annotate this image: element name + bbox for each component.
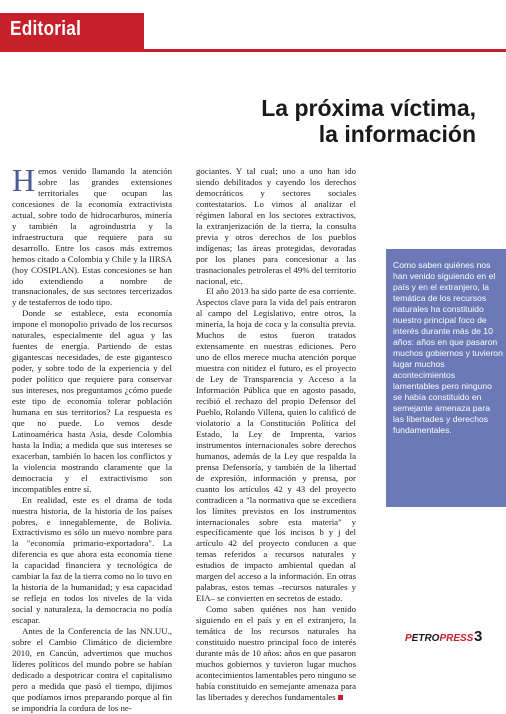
drop-cap: H	[12, 162, 36, 198]
section-banner	[0, 13, 144, 49]
paragraph: gociantes. Y tal cual; uno a uno han ido siendo debilitados y cayendo los derechos democráticos y sectores sociales contestatarios. Lo vimos al analizar el régimen laboral en los sectores extractivos, la extranjerización de la tierra, la consulta previa y otros derechos de los pueblos indígenas; las áreas protegidas, devoradas por los planes para concesionar a las trasnacionales petroleras el 49% del territorio nacional, etc.	[196, 166, 356, 286]
paragraph: Antes de la Conferencia de las NN.UU., sobre el Cambio Climático de diciembre 2010, en Cancún, advertimos que muchos líderes políticos del mundo pobre se habían dedicado a despotricar contra el capitalismo pero a medida que pasó el tiempo, dijimos que podíamos irnos preparando porque al fin se impondría la cordura de los ne-	[12, 626, 172, 713]
paragraph: En realidad, este es el drama de toda nuestra historia, de la historia de los países pobres, e innegablemente, de Bolivia. Extractivismo es sólo un nuevo nombre para la "economía primario-exportadora". La diferencia es que ahora esta economía tiene la capacidad financiera y tecnológica de cambiar la faz de la tierra como no lo tuvo en la historia de la humanidad; y esa capacidad se refleja en todos los niveles de la vida social y naturaleza, la democracia no podía escapar.	[12, 494, 172, 626]
petropress-logo: PETROPRESS	[405, 633, 474, 644]
article-title	[261, 95, 476, 147]
text-column-1	[12, 162, 172, 714]
text-column-2	[196, 166, 356, 703]
section-rule	[0, 49, 506, 52]
pull-quote-text: Como saben quiénes nos han venido siguiendo en el país y en el extranjero, la temática de los recursos naturales ha constituido nuestro principal foco de interés durante más de 10 años: años en que pasaron muchos gobiernos y tuvieron lugar muchos acontecimientos lamentables pero ninguno se había constituido en semejante amenaza para las libertades y derechos fundamentales.	[393, 260, 503, 435]
section-label: Editorial	[10, 18, 82, 40]
paragraph: El año 2013 ha sido parte de esa corriente. Aspectos clave para la vida del país entraron al campo del Legislativo, entre otros, la minería, la hoja de coca y la consulta previa. Muchos de estos fueron tratados extensamente en nuestras ediciones. Pero uno de ellos merece mucha atención porque muestra con nitidez el futuro, es el proyecto de Ley de Transparencia y Acceso a la Información Pública que en agosto pasado, recibió el rechazo del propio Defensor del Pueblo, Rolando Villena, quien lo calificó de violatorio a la Constitución Política del Estado, la Ley de Imprenta, varios instrumentos internacionales sobre derechos humanos, además de la Ley que respalda la prensa Defensoría, y también de la libertad de expresión, información y prensa, por cuanto los artículos 42 y 43 del proyecto contradicen a "la normativa que se excediera los límites previstos en los instrumentos internacionales sobre esta materia" y específicamente que los incisos b y j del artículo 42 del proyecto conducen a que temas referidos a recursos naturales y estudios de impacto ambiental quedan al margen del acceso a la información. En otras palabras, estos temas –recursos naturales y EIA– se convierten en secretos de estado.	[196, 286, 356, 604]
page-number: 3	[474, 628, 483, 645]
title-line-2: la información	[318, 121, 476, 147]
paragraph: Hemos venido llamando la atención sobre las grandes extensiones territoriales que ocupan las concesiones de la economía extractivista actual, sobre todo de hidrocarburos, minería y también la agroindustria y la infraestructura que requiere para su desarrollo. Entre los casos más extremos hemos citado a Colombia y Chile y la IIRSA (hoy COSIPLAN). Estas concesiones se han ido extendiendo a nombre de transnacionales, de sus sectores tercerizados y de testaferros de todo tipo.	[12, 162, 172, 308]
pull-quote-box	[386, 249, 506, 507]
title-line-1: La próxima víctima,	[261, 95, 476, 121]
end-of-article-mark	[338, 695, 343, 700]
paragraph: Donde se establece, esta economía impone el monopolio privado de los recursos naturales, especialmente del agua y las fuentes de energía. Partiendo de estas gigantescas necesidades, de este gigantesco poder, y sobre todo de la experiencia y del poder político que requiere para conservar sus intereses, nos preguntamos ¿cómo puede este tipo de economía tolerar población humana en sus territorios? La respuesta es que no puede. Lo vemos desde Latinoamérica hasta Asia, desde Colombia hasta la India; a medida que sus intereses se exacerban, también lo hacen los conflictos y la violencia mostrando claramente que la democracia y el extractivismo son incompatibles entre sí.	[12, 308, 172, 494]
paragraph: Como saben quiénes nos han venido siguiendo en el país y en el extranjero, la temática de los recursos naturales ha constituido nuestro principal foco de interés durante más de 10 años: años en que pasaron muchos gobiernos y tuvieron lugar muchos acontecimientos lamentables pero ninguno se había constituido en semejante amenaza para las libertades y derechos fundamentales	[196, 604, 356, 702]
